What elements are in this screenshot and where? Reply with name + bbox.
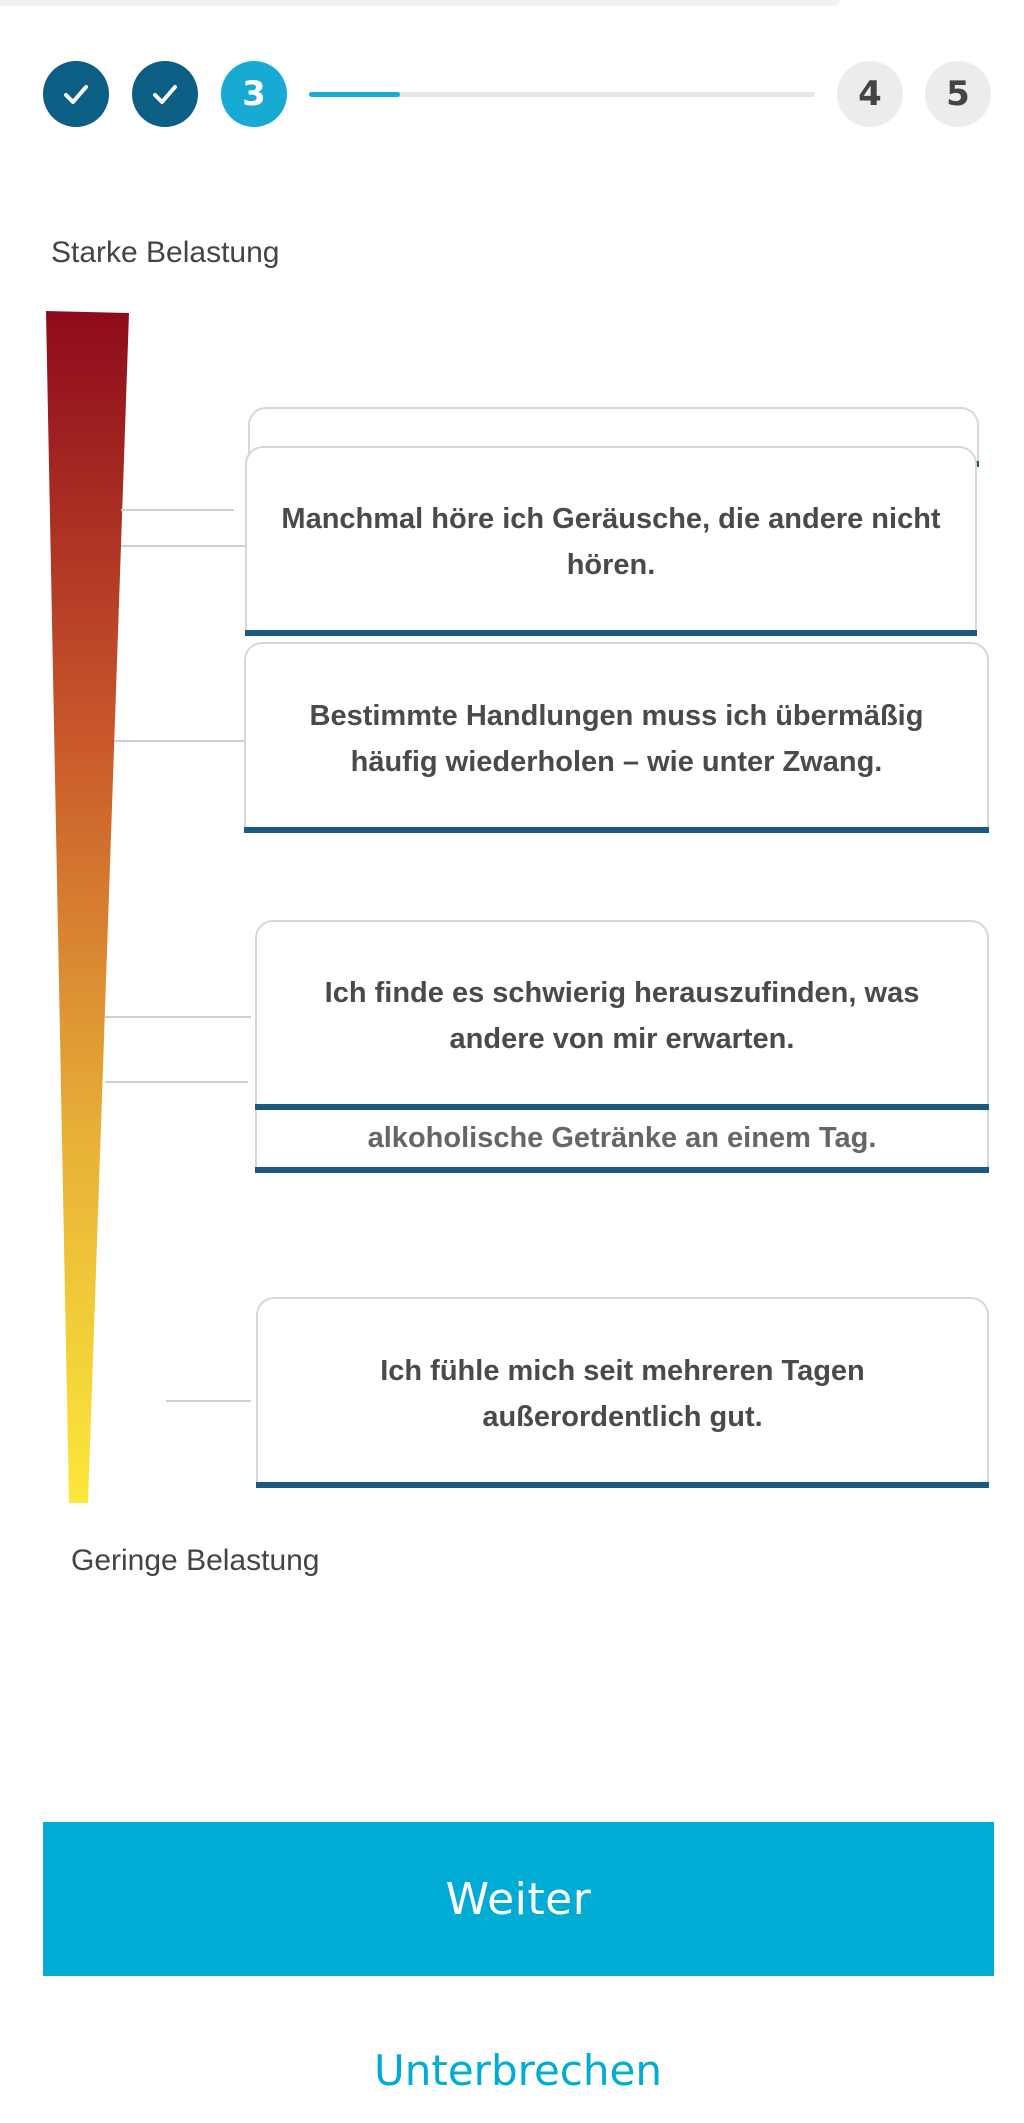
step-progress-track — [309, 92, 815, 97]
scale-top-label: Starke Belastung — [51, 236, 280, 269]
connector-line — [105, 1081, 248, 1083]
connector-line — [114, 740, 245, 742]
statement-card[interactable] — [255, 920, 989, 1110]
scale-bottom-label: Geringe Belastung — [71, 1544, 320, 1577]
connector-line — [121, 545, 245, 547]
step-2-completed[interactable] — [132, 61, 198, 127]
statement-text: Manchmal höre ich Geräusche, die andere nicht hören. — [281, 503, 941, 581]
step-4[interactable]: 4 — [837, 61, 903, 127]
weiter-button[interactable]: Weiter — [43, 1822, 994, 1976]
unterbrechen-button[interactable]: Unterbrechen — [374, 2045, 662, 2095]
statement-text: alkoholische Getränke an einem Tag. — [367, 1122, 877, 1154]
step-5[interactable]: 5 — [925, 61, 991, 127]
check-icon — [149, 78, 181, 110]
statement-text: Ich finde es schwierig herauszufinden, was andere von mir erwarten. — [324, 977, 920, 1055]
statement-text: Bestimmte Handlungen muss ich übermäßig häufig wiederholen – wie unter Zwang. — [309, 699, 924, 778]
check-icon — [60, 78, 92, 110]
step-progress-fill — [309, 92, 400, 97]
step-1-completed[interactable] — [43, 61, 109, 127]
step-3-current[interactable]: 3 — [221, 61, 287, 127]
connector-line — [121, 509, 234, 511]
top-bar-shadow — [0, 0, 840, 6]
statement-card[interactable] — [245, 446, 977, 636]
statement-text: Ich fühle mich seit mehreren Tagen außerordentlich gut. — [380, 1354, 865, 1433]
stress-scale-gauge — [46, 311, 129, 1503]
connector-line — [166, 1400, 251, 1402]
connector-line — [105, 1016, 251, 1018]
statement-card[interactable] — [256, 1297, 989, 1488]
statement-card[interactable] — [244, 642, 989, 833]
